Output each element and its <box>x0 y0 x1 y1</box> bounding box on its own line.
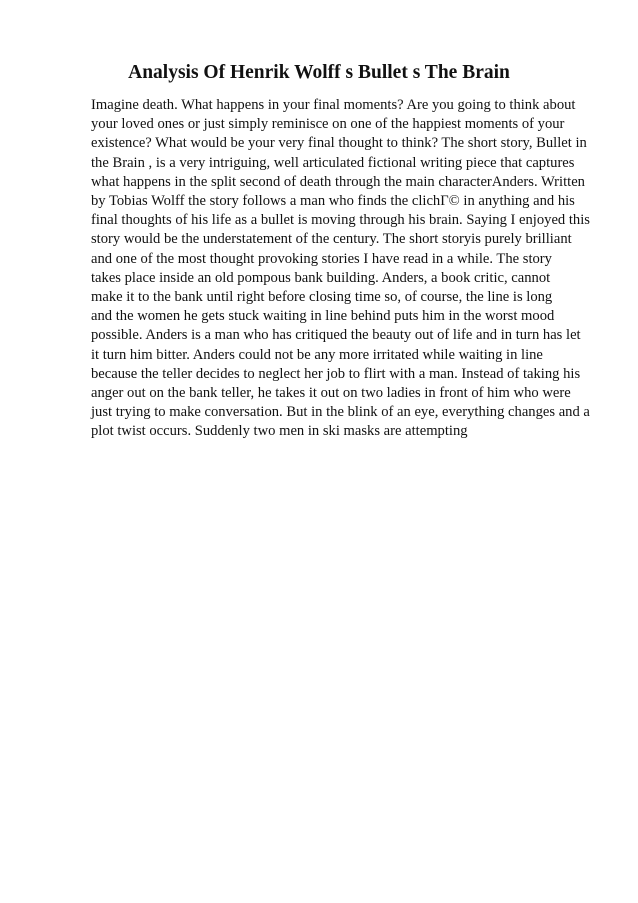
text-line: takes place inside an old pompous bank building. Anders, a book critic, cannot <box>91 269 551 286</box>
text-line: the Brain , is a very intriguing, well articulated fictional writing piece that captures <box>91 154 575 171</box>
text-line: and the women he gets stuck waiting in line behind puts him in the worst mood <box>91 308 555 325</box>
text-line: because the teller decides to neglect her job to flirt with a man. Instead of taking his <box>91 365 581 382</box>
text-line: final thoughts of his life as a bullet is moving through his brain. Saying I enjoyed this <box>91 212 590 229</box>
text-line: story would be the understatement of the century. The short storyis purely brilliant <box>91 231 572 248</box>
text-line: your loved ones or just simply reminisce on one of the happiest moments of your <box>91 116 565 133</box>
text-line: what happens in the split second of death through the main characterAnders. Written <box>91 173 585 190</box>
text-line: just trying to make conversation. But in the blink of an eye, everything changes and a <box>91 404 590 421</box>
document-title: Analysis Of Henrik Wolff s Bullet s The Brain <box>128 62 510 83</box>
body-paragraph <box>91 96 591 442</box>
text-line: Imagine death. What happens in your final moments? Are you going to think about <box>91 97 576 113</box>
text-line: and one of the most thought provoking stories I have read in a while. The story <box>91 250 552 267</box>
text-line: by Tobias Wolff the story follows a man who finds the clichГ© in anything and his <box>91 193 575 210</box>
text-line: make it to the bank until right before closing time so, of course, the line is long <box>91 289 553 306</box>
text-line: existence? What would be your very final thought to think? The short story, Bullet in <box>91 135 587 152</box>
text-line: anger out on the bank teller, he takes it out on two ladies in front of him who were <box>91 385 571 402</box>
text-line: possible. Anders is a man who has critiqued the beauty out of life and in turn has let <box>91 327 581 344</box>
text-line: it turn him bitter. Anders could not be any more irritated while waiting in line <box>91 346 543 363</box>
text-line: plot twist occurs. Suddenly two men in ski masks are attempting <box>91 423 468 440</box>
